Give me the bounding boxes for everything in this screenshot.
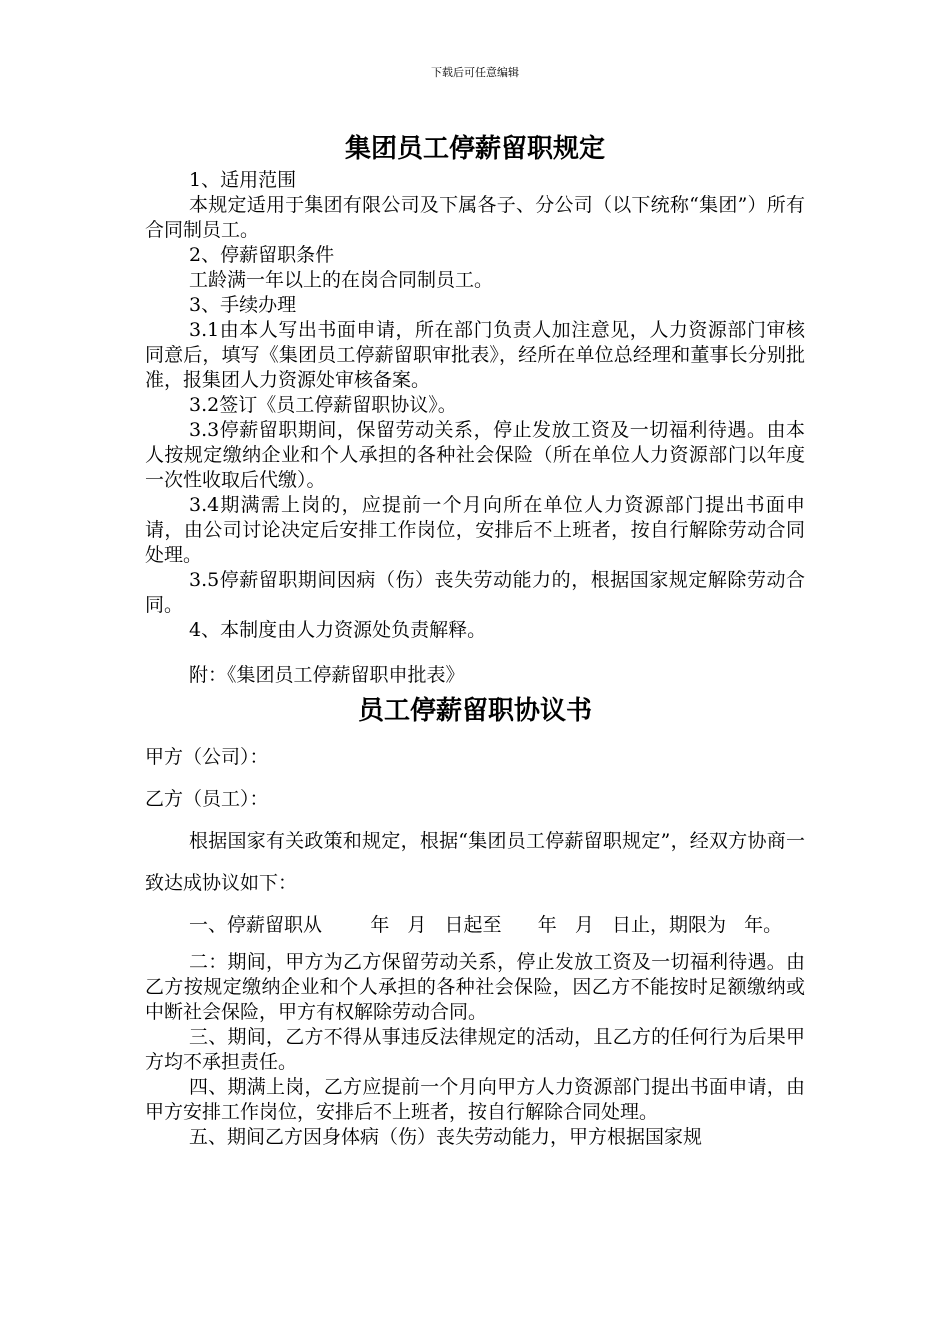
attachment-line: 附：《集团员工停薪留职申批表》 [189, 664, 465, 686]
regulation-paragraph: 工龄满一年以上的在岗合同制员工。 [189, 269, 494, 291]
regulation-paragraph: 2、停薪留职条件 [189, 244, 335, 266]
document-page [145, 130, 805, 1150]
party-a-line: 甲方（公司）： [145, 746, 269, 768]
regulation-title: 集团员工停薪留职规定 [344, 134, 605, 164]
agreement-clause-3: 三、期间，乙方不得从事违反法律规定的活动，且乙方的任何行为后果甲方均不承担责任。 [145, 1026, 805, 1073]
regulation-paragraph: 3.5停薪留职期间因病（伤）丧失劳动能力的，根据国家规定解除劳动合同。 [145, 569, 805, 616]
header-note: 下载后可任意编辑 [431, 66, 519, 79]
regulation-paragraph: 3.1由本人写出书面申请，所在部门负责人加注意见，人力资源部门审核同意后，填写《集团员工停薪留职审批表》，经所在单位总经理和董事长分别批准，报集团人力资源处审核备案。 [145, 319, 805, 391]
regulation-paragraph: 1、适用范围 [189, 169, 297, 191]
agreement-clause-5: 五、期间乙方因身体病（伤）丧失劳动能力，甲方根据国家规 [189, 1126, 703, 1148]
agreement-intro: 根据国家有关政策和规定，根据“集团员工停薪留职规定”，经双方协商一致达成协议如下： [145, 830, 805, 894]
regulation-paragraph: 3、手续办理 [189, 294, 297, 316]
regulation-body [145, 168, 805, 643]
agreement-clause-4: 四、期满上岗，乙方应提前一个月向甲方人力资源部门提出书面申请，由甲方安排工作岗位，安排后不上班者，按自行解除合同处理。 [145, 1076, 805, 1123]
regulation-paragraph: 本规定适用于集团有限公司及下属各子、分公司（以下统称“集团”）所有合同制员工。 [145, 194, 805, 241]
agreement-clause-2: 二：期间，甲方为乙方保留劳动关系，停止发放工资及一切福利待遇。由乙方按规定缴纳企业和个人承担的各种社会保险，因乙方不能按时足额缴纳或中断社会保险，甲方有权解除劳动合同。 [145, 951, 805, 1023]
agreement-body [145, 736, 805, 1150]
regulation-paragraph: 3.4期满需上岗的，应提前一个月向所在单位人力资源部门提出书面申请，由公司讨论决定后安排工作岗位，安排后不上班者，按自行解除劳动合同处理。 [145, 494, 805, 566]
agreement-title: 员工停薪留职协议书 [357, 696, 592, 726]
party-b-line: 乙方（员工）： [145, 788, 269, 810]
regulation-paragraph: 3.2签订《员工停薪留职协议》。 [189, 394, 457, 416]
regulation-paragraph: 3.3停薪留职期间，保留劳动关系，停止发放工资及一切福利待遇。由本人按规定缴纳企业和个人承担的各种社会保险（所在单位人力资源部门以年度一次性收取后代缴）。 [145, 419, 805, 491]
agreement-clause-1: 一、停薪留职从 年 月 日起至 年 月 日止，期限为 年。 [189, 914, 783, 936]
regulation-paragraph: 4、本制度由人力资源处负责解释。 [189, 619, 487, 641]
